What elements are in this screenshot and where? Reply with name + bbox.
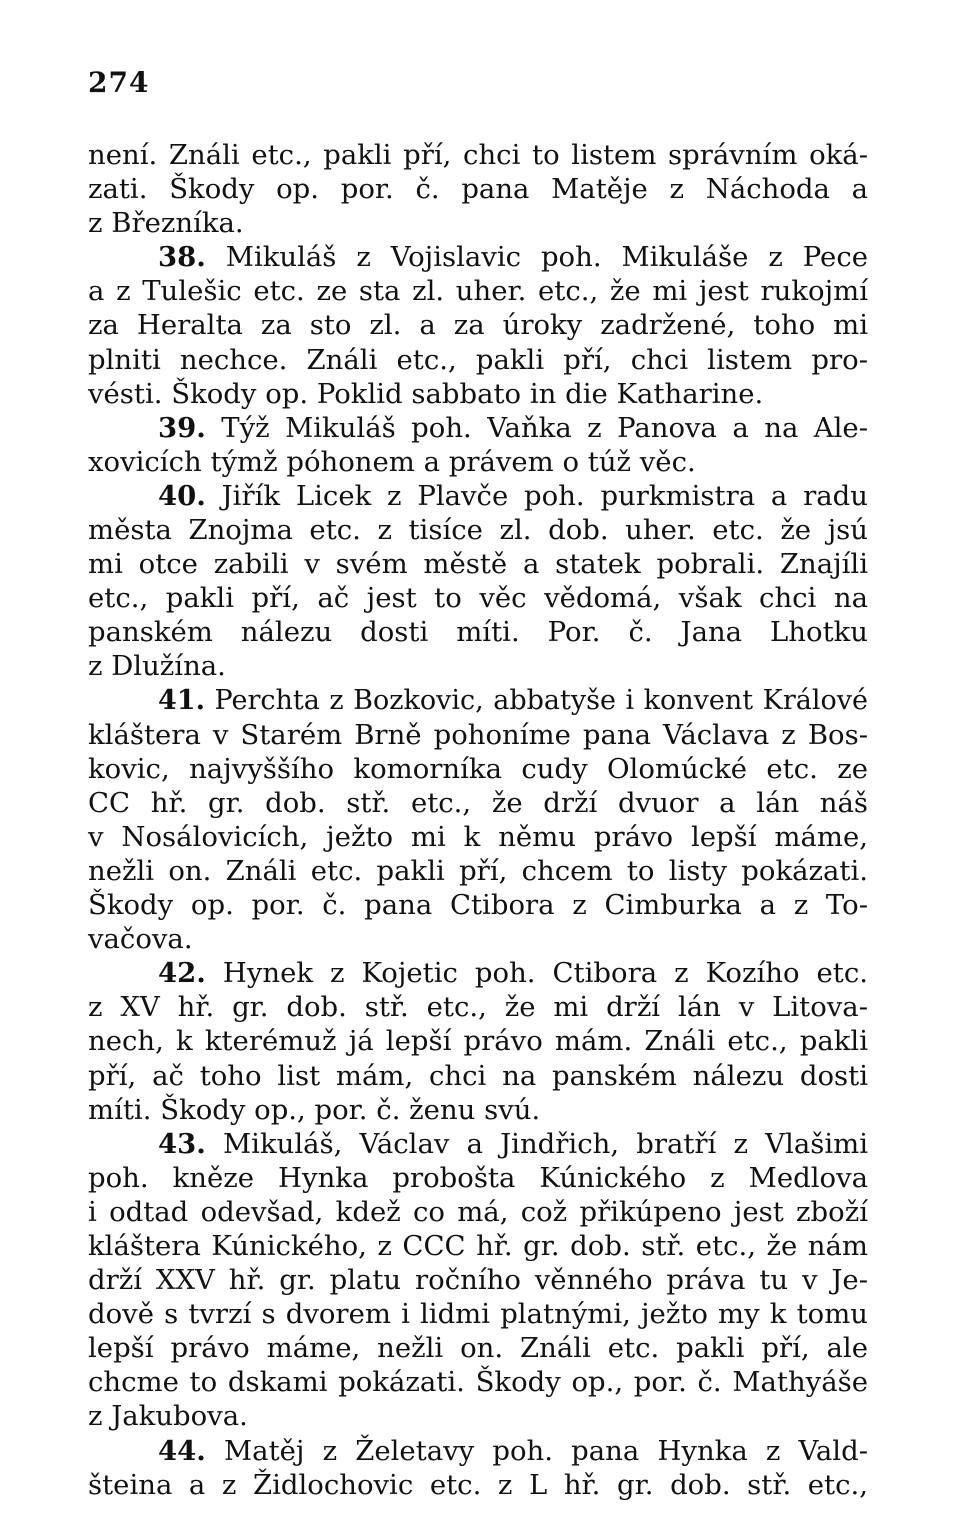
text-line <box>88 786 868 820</box>
text-line <box>88 308 868 342</box>
entry-number: 44. <box>158 1434 206 1467</box>
line-text: kláštera v Starém Brně pohoníme pana Václava z Bos- <box>88 718 868 751</box>
line-text: chcme to dskami pokázati. Škody op., por. č. Mathyáše <box>88 1366 868 1399</box>
text-line <box>88 581 868 615</box>
text-line <box>88 1195 868 1229</box>
line-text: vačova. <box>88 923 193 956</box>
text-line <box>88 1024 868 1058</box>
line-text: Matěj z Želetavy poh. pana Hynka z Vald- <box>224 1434 868 1467</box>
line-text: pří, ač toho list mám, chci na panském nálezu dosti <box>88 1059 868 1092</box>
line-text: etc., pakli pří, ač jest to věc vědomá, však chci na <box>88 582 868 615</box>
text-line <box>88 752 868 786</box>
line-text: města Znojma etc. z tisíce zl. dob. uher. etc. že jsú <box>88 514 868 547</box>
line-text: z Březníka. <box>88 207 244 240</box>
text-line <box>88 1399 868 1433</box>
entry-first-line <box>88 240 868 274</box>
entry-number: 40. <box>158 479 206 512</box>
text-line <box>88 1331 868 1365</box>
text-line <box>88 649 868 683</box>
entry-first-line <box>88 684 868 718</box>
text-line <box>88 990 868 1024</box>
line-text: Škody op. por. č. pana Ctibora z Cimburka a z To- <box>88 889 868 922</box>
text-line <box>88 1263 868 1297</box>
line-text: nežli on. Ználi etc. pakli pří, chcem to listy pokázati. <box>88 854 868 887</box>
line-text: poh. kněze Hynka probošta Kúnického z Medlova <box>88 1161 868 1194</box>
line-text: lepší právo máme, nežli on. Ználi etc. pakli pří, ale <box>88 1332 868 1365</box>
line-text: míti. Škody op., por. č. ženu svú. <box>88 1093 541 1126</box>
line-text: CC hř. gr. dob. stř. etc., že drží dvuor a lán náš <box>88 786 868 819</box>
entry-first-line <box>88 956 868 990</box>
line-text: za Heralta za sto zl. a za úroky zadržené, toho mi <box>88 309 868 342</box>
text-line <box>88 445 868 479</box>
line-text: Týž Mikuláš poh. Vaňka z Panova a na Ale- <box>221 411 868 444</box>
entry-first-line <box>88 1434 868 1468</box>
entry-first-line <box>88 1127 868 1161</box>
text-line <box>88 1229 868 1263</box>
line-text: z XV hř. gr. dob. stř. etc., že mi drží lán v Litova- <box>88 991 868 1024</box>
line-text: kovic, najvyššího komorníka cudy Olomúcké etc. ze <box>88 752 868 785</box>
text-line <box>88 922 868 956</box>
text-line <box>88 513 868 547</box>
line-text: zati. Škody op. por. č. pana Matěje z Náchoda a <box>88 173 868 206</box>
line-text: nech, k kterémuž já lepší právo mám. Ználi etc., pakli <box>88 1025 868 1058</box>
text-line <box>88 1059 868 1093</box>
text-line <box>88 377 868 411</box>
text-line <box>88 854 868 888</box>
line-text: dově s tvrzí s dvorem i lidmi platnými, ježto my k tomu <box>88 1298 868 1331</box>
line-text: Perchta z Bozkovic, abbatyše i konvent Králové <box>214 684 868 716</box>
entry-first-line <box>88 479 868 513</box>
line-text: i odtad odevšad, kdež co má, což přikúpeno jest zboží <box>88 1195 868 1228</box>
entry-number: 38. <box>158 241 206 274</box>
text-line <box>88 1365 868 1399</box>
line-text: v Nosálovicích, ježto mi k němu právo lepší máme, <box>88 820 868 853</box>
text-line <box>88 1161 868 1195</box>
line-text: z Jakubova. <box>88 1400 248 1433</box>
text-line <box>88 615 868 649</box>
text-line <box>88 138 868 172</box>
entry-number: 41. <box>158 684 205 716</box>
text-line <box>88 1297 868 1331</box>
text-line <box>88 718 868 752</box>
text-line <box>88 206 868 240</box>
text-line <box>88 820 868 854</box>
line-text: Hynek z Kojetic poh. Ctibora z Kozího etc. <box>222 957 868 990</box>
line-text: drží XXV hř. gr. platu ročního věnného práva tu v Je- <box>88 1264 868 1297</box>
entry-first-line <box>88 411 868 445</box>
line-text: Mikuláš, Václav a Jindřich, bratří z Vlašimi <box>223 1127 868 1160</box>
line-text: Jiřík Licek z Plavče poh. purkmistra a radu <box>221 479 868 512</box>
entry-number: 42. <box>158 957 206 990</box>
entry-number: 43. <box>158 1127 206 1160</box>
text-line <box>88 274 868 308</box>
entry-number: 39. <box>158 411 206 444</box>
line-text: šteina a z Židlochovic etc. z L hř. gr. dob. stř. etc., <box>88 1468 868 1501</box>
text-line <box>88 1468 868 1502</box>
text-line <box>88 888 868 922</box>
line-text: xovicích týmž póhonem a právem o túž věc. <box>88 445 696 478</box>
text-line <box>88 343 868 377</box>
line-text: a z Tulešic etc. ze sta zl. uher. etc., že mi jest rukojmí <box>88 275 868 308</box>
text-line <box>88 547 868 581</box>
line-text: kláštera Kúnického, z CCC hř. gr. dob. stř. etc., že nám <box>88 1230 868 1262</box>
line-text: z Dlužína. <box>88 650 226 683</box>
line-text: Mikuláš z Vojislavic poh. Mikuláše z Pece <box>225 241 868 274</box>
text-block <box>88 138 868 1502</box>
text-line <box>88 172 868 206</box>
line-text: vésti. Škody op. Poklid sabbato in die Katharine. <box>88 377 764 410</box>
line-text: mi otce zabili v svém městě a statek pobrali. Znajíli <box>88 548 868 581</box>
text-line <box>88 1093 868 1127</box>
line-text: panském nálezu dosti míti. Por. č. Jana Lhotku <box>88 616 868 649</box>
line-text: plniti nechce. Ználi etc., pakli pří, chci listem pro- <box>88 343 868 376</box>
page-number: 274 <box>88 66 150 99</box>
line-text: není. Ználi etc., pakli pří, chci to listem správním oká- <box>88 139 868 171</box>
